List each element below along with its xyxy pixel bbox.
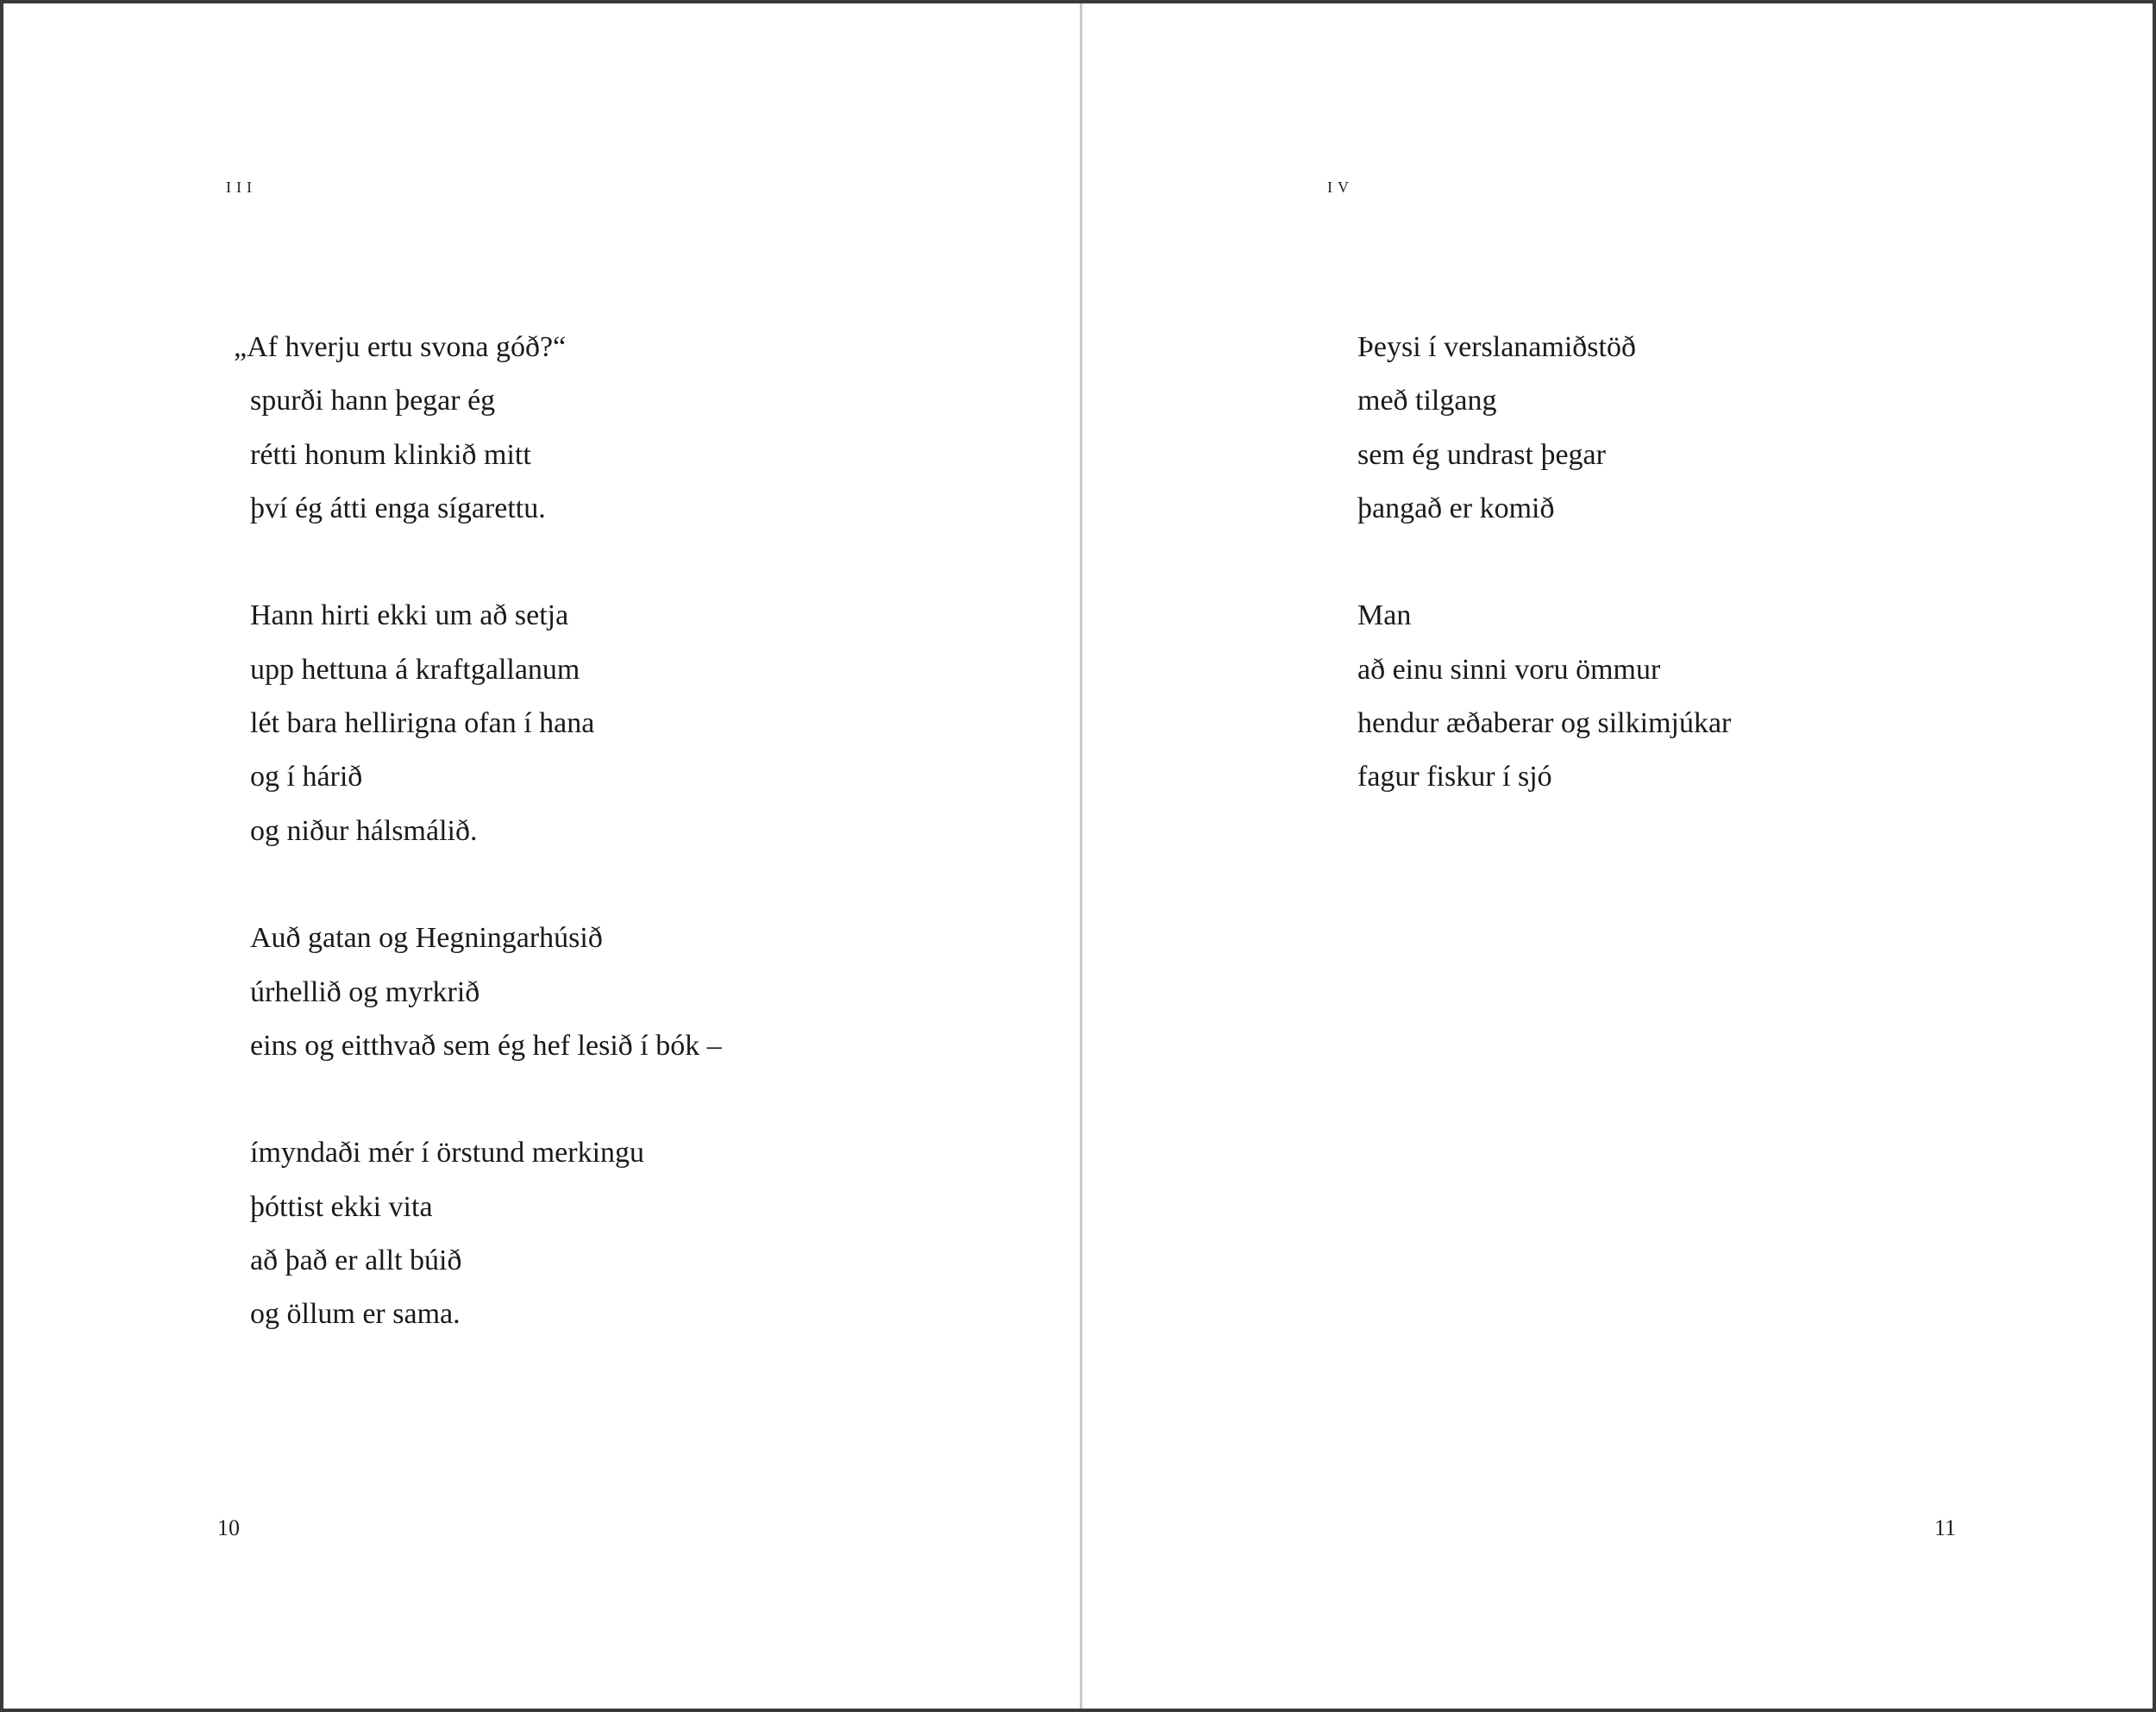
poem-line: því ég átti enga sígarettu. — [250, 492, 546, 524]
stanza — [250, 589, 722, 857]
poem-line: þangað er komið — [1357, 492, 1555, 524]
poem-line: ímyndaði mér í örstund merkingu — [250, 1137, 645, 1170]
poem-line: Þeysi í verslanamiðstöð — [1357, 331, 1636, 363]
poem-line: að einu sinni voru ömmur — [1357, 653, 1661, 686]
right-page — [1083, 3, 2156, 1709]
poem-line: Auð gatan og Hegningarhúsið — [250, 922, 603, 955]
page-number: 11 — [1934, 1515, 1957, 1540]
poem — [1357, 321, 1731, 805]
stanza-break — [250, 536, 722, 589]
poem-line: úrhellið og myrkrið — [250, 975, 480, 1008]
poem — [234, 321, 722, 1342]
stanza — [1357, 589, 1731, 804]
poem-line: og niður hálsmálið. — [250, 814, 478, 847]
stanza — [234, 321, 722, 536]
left-page — [3, 3, 1078, 1709]
poem-line: hendur æðaberar og silkimjúkar — [1357, 707, 1732, 740]
poem-line: og öllum er sama. — [250, 1298, 461, 1331]
poem-line: eins og eitthvað sem ég hef lesið í bók – — [250, 1029, 722, 1062]
poem-line: með tilgang — [1357, 385, 1497, 417]
page-number: 10 — [217, 1515, 240, 1540]
stanza-break — [1357, 536, 1731, 589]
poem-line: rétti honum klinkið mitt — [250, 438, 531, 471]
section-numeral: iii — [226, 172, 257, 198]
page-gutter — [1080, 3, 1082, 1709]
poem-line: Hann hirti ekki um að setja — [250, 599, 569, 632]
poem-line: og í hárið — [250, 761, 363, 793]
poem-line: „Af hverju ertu svona góð?“ — [234, 331, 567, 363]
stanza-break — [250, 858, 722, 912]
poem-line: Man — [1357, 599, 1412, 632]
poem-line: lét bara hellirigna ofan í hana — [250, 707, 595, 740]
stanza — [250, 912, 722, 1073]
stanza — [1357, 321, 1731, 536]
poem-line: upp hettuna á kraftgallanum — [250, 653, 580, 686]
section-numeral: iv — [1327, 172, 1354, 198]
poem-line: þóttist ekki vita — [250, 1190, 433, 1223]
poem-line: fagur fiskur í sjó — [1357, 761, 1552, 793]
poem-line: sem ég undrast þegar — [1357, 438, 1606, 471]
poem-line: spurði hann þegar ég — [250, 385, 496, 417]
poem-line: að það er allt búið — [250, 1245, 462, 1277]
stanza-break — [250, 1073, 722, 1126]
stanza — [250, 1126, 722, 1341]
